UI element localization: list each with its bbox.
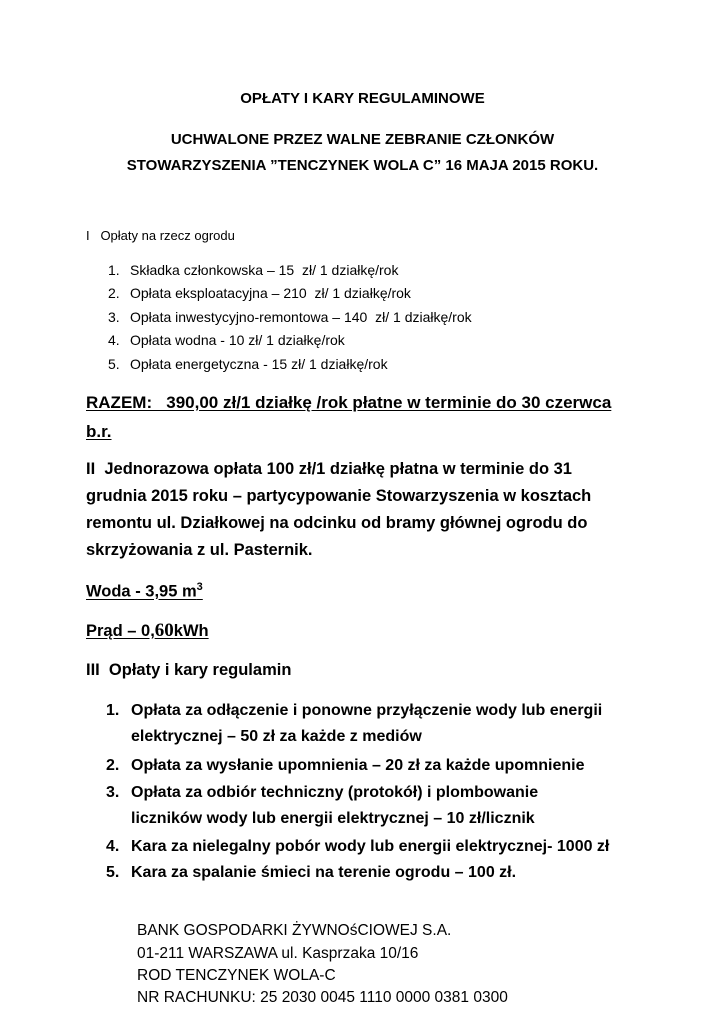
section-1-heading: I Opłaty na rzecz ogrodu [86, 228, 235, 243]
list-item [108, 332, 345, 348]
list-item [106, 838, 609, 856]
list-item [108, 285, 411, 301]
item-number: 4. [106, 838, 120, 855]
power-unit: kWh [173, 622, 209, 640]
total-line-1: RAZEM: 390,00 zł/1 działkę /rok płatne w terminie do 30 czerwca [86, 393, 612, 412]
bank-name: BANK GOSPODARKI ŻYWNOśCIOWEJ S.A. [137, 922, 452, 939]
list-item [106, 757, 584, 775]
item-number: 1. [106, 702, 120, 719]
item-number: 2. [108, 285, 120, 301]
section-2-line-3: remontu ul. Działkowej na odcinku od bramy głównej ogrodu do [86, 514, 588, 532]
water-unit-exponent: 3 [196, 581, 203, 593]
list-item [106, 702, 602, 720]
list-item [106, 864, 516, 882]
item-text: Opłata za odłączenie i ponowne przyłączenie wody lub energii [131, 702, 603, 719]
section-3-heading-text: III Opłaty i kary regulamin [86, 661, 291, 679]
item-number: 2. [106, 757, 120, 774]
list-item-continuation: elektrycznej – 50 zł za każde z mediów [131, 728, 422, 745]
list-item [106, 784, 538, 802]
item-text: Opłata energetyczna - 15 zł/ 1 działkę/rok [130, 356, 388, 372]
item-number: 1. [108, 262, 120, 278]
page-title: OPŁATY I KARY REGULAMINOWE [240, 90, 485, 107]
bank-account-holder: ROD TENCZYNEK WOLA-C [137, 967, 336, 984]
section-3-heading [86, 661, 291, 680]
water-label: Woda - 3,95 m [86, 582, 197, 601]
item-text: Opłata wodna - 10 zł/ 1 działkę/rok [130, 332, 345, 348]
item-text: Opłata eksploatacyjna – 210 zł/ 1 działkę/rok [130, 285, 411, 301]
power-value: 60 [154, 620, 174, 641]
item-text: Opłata inwestycyjno-remontowa – 140 zł/ 1 działkę/rok [130, 309, 472, 325]
item-number: 3. [108, 309, 120, 325]
item-text: Opłata za odbiór techniczny (protokół) i plombowanie [131, 784, 539, 801]
power-rate [86, 620, 209, 642]
item-number: 5. [108, 356, 120, 372]
list-item [108, 356, 388, 372]
list-item-continuation: liczników wody lub energii elektrycznej – 10 zł/licznik [131, 810, 535, 827]
list-item [108, 262, 398, 278]
item-text: Kara za spalanie śmieci na terenie ogrodu – 100 zł. [131, 864, 517, 881]
bank-address: 01-211 WARSZAWA ul. Kasprzaka 10/16 [137, 945, 419, 962]
item-text: Składka członkowska – 15 zł/ 1 działkę/rok [130, 262, 399, 278]
item-text: Opłata za wysłanie upomnienia – 20 zł za każde upomnienie [131, 757, 585, 774]
item-number: 5. [106, 864, 120, 881]
section-2-line-1: II Jednorazowa opłata 100 zł/1 działkę płatna w terminie do 31 [86, 460, 572, 478]
list-item [108, 309, 472, 325]
item-number: 3. [106, 784, 120, 801]
subtitle-line-1: UCHWALONE PRZEZ WALNE ZEBRANIE CZŁONKÓW [170, 131, 555, 148]
section-2-line-2: grudnia 2015 roku – partycypowanie Stowarzyszenia w kosztach [86, 487, 592, 505]
power-prefix: Prąd – 0, [86, 622, 155, 640]
section-2-line-4: skrzyżowania z ul. Pasternik. [86, 541, 313, 559]
total-line-2: b.r. [86, 422, 112, 441]
subtitle-line-2: STOWARZYSZENIA ”TENCZYNEK WOLA C” 16 MAJA 2015 ROKU. [126, 157, 599, 174]
item-number: 4. [108, 332, 120, 348]
item-text: Kara za nielegalny pobór wody lub energii elektrycznej- 1000 zł [131, 838, 610, 855]
bank-account-number: NR RACHUNKU: 25 2030 0045 1110 0000 0381 0300 [137, 989, 508, 1006]
water-rate [86, 581, 203, 602]
